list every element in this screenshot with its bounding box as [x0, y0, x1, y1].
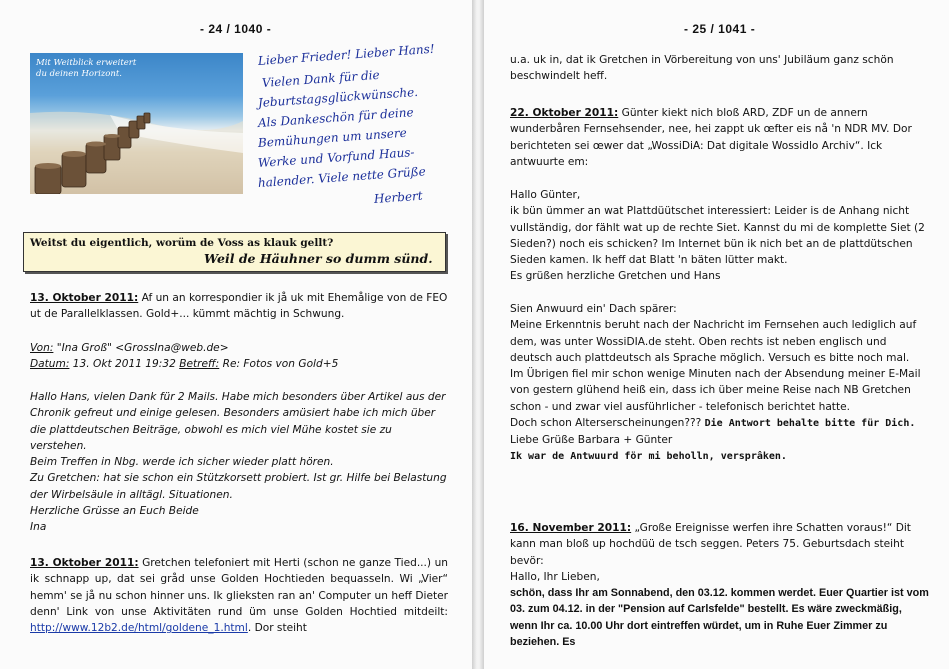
- joke-box: [23, 232, 446, 272]
- von-value: "Ina Groß" <GrossIna@web.de>: [53, 342, 229, 354]
- datum-value: 13. Okt 2011 19:32: [69, 358, 180, 371]
- entry-date: 16. November 2011:: [510, 522, 632, 534]
- goldene-hochzeit-link[interactable]: http://www.12b2.de/html/goldene_1.html: [30, 622, 248, 635]
- email-line: Ina: [30, 521, 47, 534]
- invitation-greeting: Hallo, Ihr Lieben,: [510, 570, 600, 583]
- entry-date: 22. Oktober 2011:: [510, 107, 619, 119]
- entry-text: Af un an korrespondier ik jå uk mit Ehemålige von de FEO ut de Parallelklassen. Gold+... kümmt mächtig in Schwung.: [30, 292, 448, 321]
- entry-date: 13. Oktober 2011:: [30, 292, 139, 304]
- handwritten-line: Bemühungen um unsere: [257, 125, 408, 150]
- letter-line: ik bün ümmer an wat Plattdüütschet interessiert: Leider is de Anhang nicht vullständig, dor fählt wat up de rechte Siet. Kannst du mi de komplette Siet (2 Sieden?) noch eis schicken? Im Internet bün ik nich bet an de plattdütschen Sieden kamen. Ik heff dat Blatt 'n bäten lütter makt.: [510, 205, 925, 267]
- von-label: Von:: [30, 342, 54, 354]
- reply-intro: Sien Anwuurd ein' Dach spärer:: [510, 303, 677, 315]
- entry-22-oktober: [510, 105, 930, 170]
- photo-caption: Mit Weitblick erweitert du deinen Horizont.: [36, 58, 137, 79]
- betreff-label: Betreff:: [179, 358, 220, 371]
- joke-question: Weitst du eigentlich, worüm de Voss as klauk gellt?: [30, 237, 334, 249]
- invitation-text: schön, dass Ihr am Sonnabend, den 03.12. kommen werdet. Euer Quartier ist vom 03. zum 04.12. in der "Pension auf Carlsfelde" bestellt. Es wäre zweckmäßig, wenn Ihr ca. 10.00 Uhr dort eintreffen würdet, um in Ruhe Euer Zimmer zu beziehen. Es: [510, 587, 929, 649]
- reply-line: Im Übrigen fiel mir schon wenige Minuten nach der Absendung meiner E-Mail von gestern glühend heiß ein, dass ich über meine Reise nach NB Gretchen schon - und zwar viel ausführlicher - telefonisch berichtet hatte.: [510, 368, 921, 413]
- handwritten-line: Jeburtstagsglückwünsche.: [257, 84, 419, 110]
- entry-date: 13. Oktober 2011:: [30, 557, 139, 569]
- email-line: Beim Treffen in Nbg. werde ich sicher wieder platt hören.: [30, 456, 334, 469]
- email-body: [30, 389, 448, 536]
- reply-bold-line: Ik war de Antwuurd för mi beholln, versprâken.: [510, 450, 787, 462]
- email-line: Herzliche Grüsse an Euch Beide: [30, 505, 199, 518]
- entry-text: Gretchen telefoniert mit Herti (schon ne ganze Tied...) un ik schnapp up, dat sei gråd unse Golden Hochtieden bequasseln. Wi „Vier“ hemm' se jå nu schon hinner uns. Ik glieksten ran an' Computer un heff Dieter denn' Link von unse Aktivitäten rund üm unse Golden Hochtied mitdeilt:: [30, 557, 448, 618]
- datum-label: Datum:: [30, 358, 70, 371]
- handwritten-line: Werke und Vorfund Haus-: [257, 145, 415, 170]
- handwritten-line: Vielen Dank für die: [261, 67, 381, 90]
- book-gutter: [472, 0, 484, 669]
- entry-13-oktober-a: [30, 290, 448, 323]
- entry-text: Günter kiekt nich bloß ARD, ZDF un de annern wunderbåren Fernsehsender, nee, hei zappt uk œfter eis nå 'n NDR MV. Dor berichteten sei œwer dat „WossiDiA: Dat digitale Wossidlo Archiv“. Ick antwuurte em:: [510, 107, 912, 168]
- entry-16-november: [510, 520, 930, 650]
- email-header: [30, 340, 448, 373]
- joke-answer: Weil de Häuhner so dumm sünd.: [204, 251, 433, 266]
- letter-line: Es grüßen herzliche Gretchen und Hans: [510, 270, 721, 283]
- page-number: - 24 / 1040 -: [200, 22, 272, 36]
- continued-text: u.a. uk in, dat ik Gretchen in Vörbereitung von uns' Jubiläum ganz schön beschwindelt heff.: [510, 54, 894, 83]
- email-line: Zu Gretchen: hat sie schon ein Stützkorsett probiert. Ist gr. Hilfe bei Belastung der Wirbelsäule in alltägl. Situationen.: [30, 472, 447, 501]
- handwritten-line: halender. Viele nette Grüße: [257, 164, 427, 190]
- beach-photo: [30, 53, 243, 194]
- entry-13-oktober-b: 13. Oktober 2011: Gretchen telefoniert mit Herti (schon ne ganze Tied...) un ik schnapp up, dat sei gråd unse Golden Hochtieden bequasseln. Wi „Vier“ hemm' se jå nu schon hinner uns. Ik glieksten ran an' Computer un heff Dieter denn' Link von unse Aktivitäten rund üm unse Golden Hochtied mitdeilt: http://www.12b2.de/html/goldene_1.html. Dor steiht: [30, 557, 448, 635]
- left-page: [0, 0, 472, 669]
- right-page: [484, 0, 949, 669]
- handwritten-signature: Herbert: [373, 188, 424, 206]
- betreff-value: Re: Fotos von Gold+5: [219, 358, 339, 371]
- letter-line: Hallo Günter,: [510, 189, 581, 201]
- reply-line: Meine Erkenntnis beruht nach der Nachricht im Fernsehen auch lediglich auf dem, was unter WossiDIA.de steht. Oben rechts ist neben englisch und deutsch auch plattdeutsch als Sprache möglich. Versuch es bitte noch mal.: [510, 319, 917, 364]
- handwritten-line: Als Dankeschön für deine: [257, 105, 415, 130]
- email-line: Hallo Hans, vielen Dank für 2 Mails. Habe mich besonders über Artikel aus der Chronik gefreut und einige gelesen. Besonders amüsiert habe ich mich über die plattdeutschen Beiträge, obwohl es mich viel Mühe kostet sie zu verstehen.: [30, 391, 446, 452]
- page-number: - 25 / 1041 -: [684, 22, 756, 36]
- entry-text: „Große Ereignisse werfen ihre Schatten voraus!“ Dit kann man bloß up hochdüü de tsch seggen. Peters 75. Geburtsdach steiht bevör:: [510, 522, 911, 567]
- letter-to-guenter: [510, 187, 930, 285]
- handwritten-line: Lieber Frieder! Lieber Hans!: [257, 41, 436, 68]
- handwritten-note: [254, 41, 464, 212]
- reply-bold-part: Die Antwort behalte bitte für Dich.: [704, 418, 916, 430]
- guenter-reply: Sien Anwuurd ein' Dach spärer: Meine Erkenntnis beruht nach der Nachricht im Fernsehen auch lediglich auf dem, was unter WossiDIA.de steht. Oben rechts ist neben englisch und deutsch auch plattdeutsch als Sprache möglich. Versuch es bitte noch mal. Im Übrigen fiel mir schon wenige Minuten nach der Absendung meiner E-Mail von gestern glühend heiß ein, dass ich über meine Reise nach NB Gretchen schon - und zwar viel ausführlicher - telefonisch berichtet hatte. Doch schon Alterserscheinungen??? Die Antwort behalte bitte für Dich. Liebe Grüße Barbara + Günter Ik war de Antwuurd för mi beholln, versprâken.: [510, 301, 930, 465]
